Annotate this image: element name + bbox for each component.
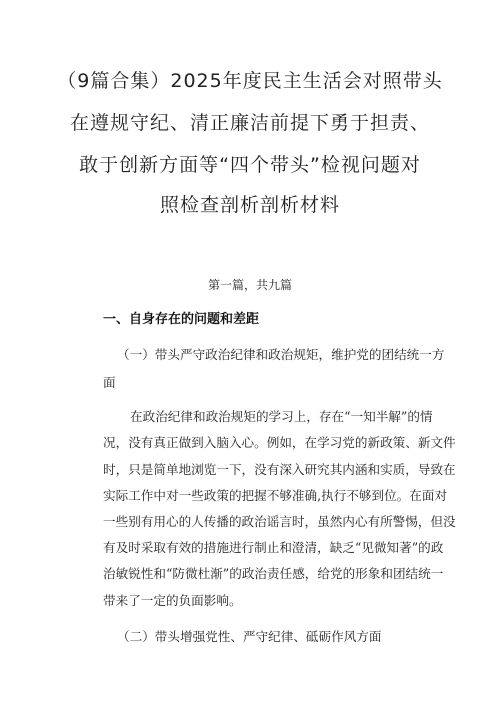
- subsection-1-heading-line-2: 面: [103, 375, 116, 390]
- paragraph-line: 实际工作中对一些政策的把握不够准确,执行不够到位。在面对: [103, 488, 448, 503]
- subsection-1-heading-line-1: （一）带头严守政治纪律和政治规矩，维护党的团结统一方: [117, 347, 445, 362]
- paragraph-line: 带来了一定的负面影响。: [103, 593, 242, 608]
- document-title-line-1: （9篇合集）2025年度民主生活会对照带头: [57, 70, 443, 92]
- paragraph-line: 况，没有真正做到入脑入心。例如，在学习党的新政策、新文件: [103, 435, 456, 450]
- document-title-line-2: 在遵规守纪、清正廉洁前提下勇于担责、: [69, 112, 430, 134]
- subsection-2-heading: （二）带头增强党性、严守纪律、砥砺作风方面: [117, 629, 382, 644]
- paragraph-line: 有及时采取有效的措施进行制止和澄清，缺乏“见微知著”的政: [103, 540, 444, 555]
- paragraph-line: 在政治纪律和政治规矩的学习上，存在“一知半解”的情: [130, 409, 433, 424]
- paragraph-line: 治敏锐性和“防微杜渐”的政治责任感，给党的形象和团结统一: [103, 566, 444, 581]
- paragraph-line: 时，只是简单地浏览一下，没有深入研究其内涵和实质，导致在: [103, 462, 456, 477]
- paragraph-line: 一些别有用心的人传播的政治谣言时，虽然内心有所警惕，但没: [103, 514, 456, 529]
- document-title-line-3: 敢于创新方面等“四个带头”检视问题对: [79, 154, 421, 176]
- section-heading: 一、自身存在的问题和差距: [103, 312, 260, 327]
- document-title-line-4: 照检查剖析剖析材料: [159, 194, 340, 216]
- document-subtitle: 第一篇，共九篇: [207, 278, 292, 292]
